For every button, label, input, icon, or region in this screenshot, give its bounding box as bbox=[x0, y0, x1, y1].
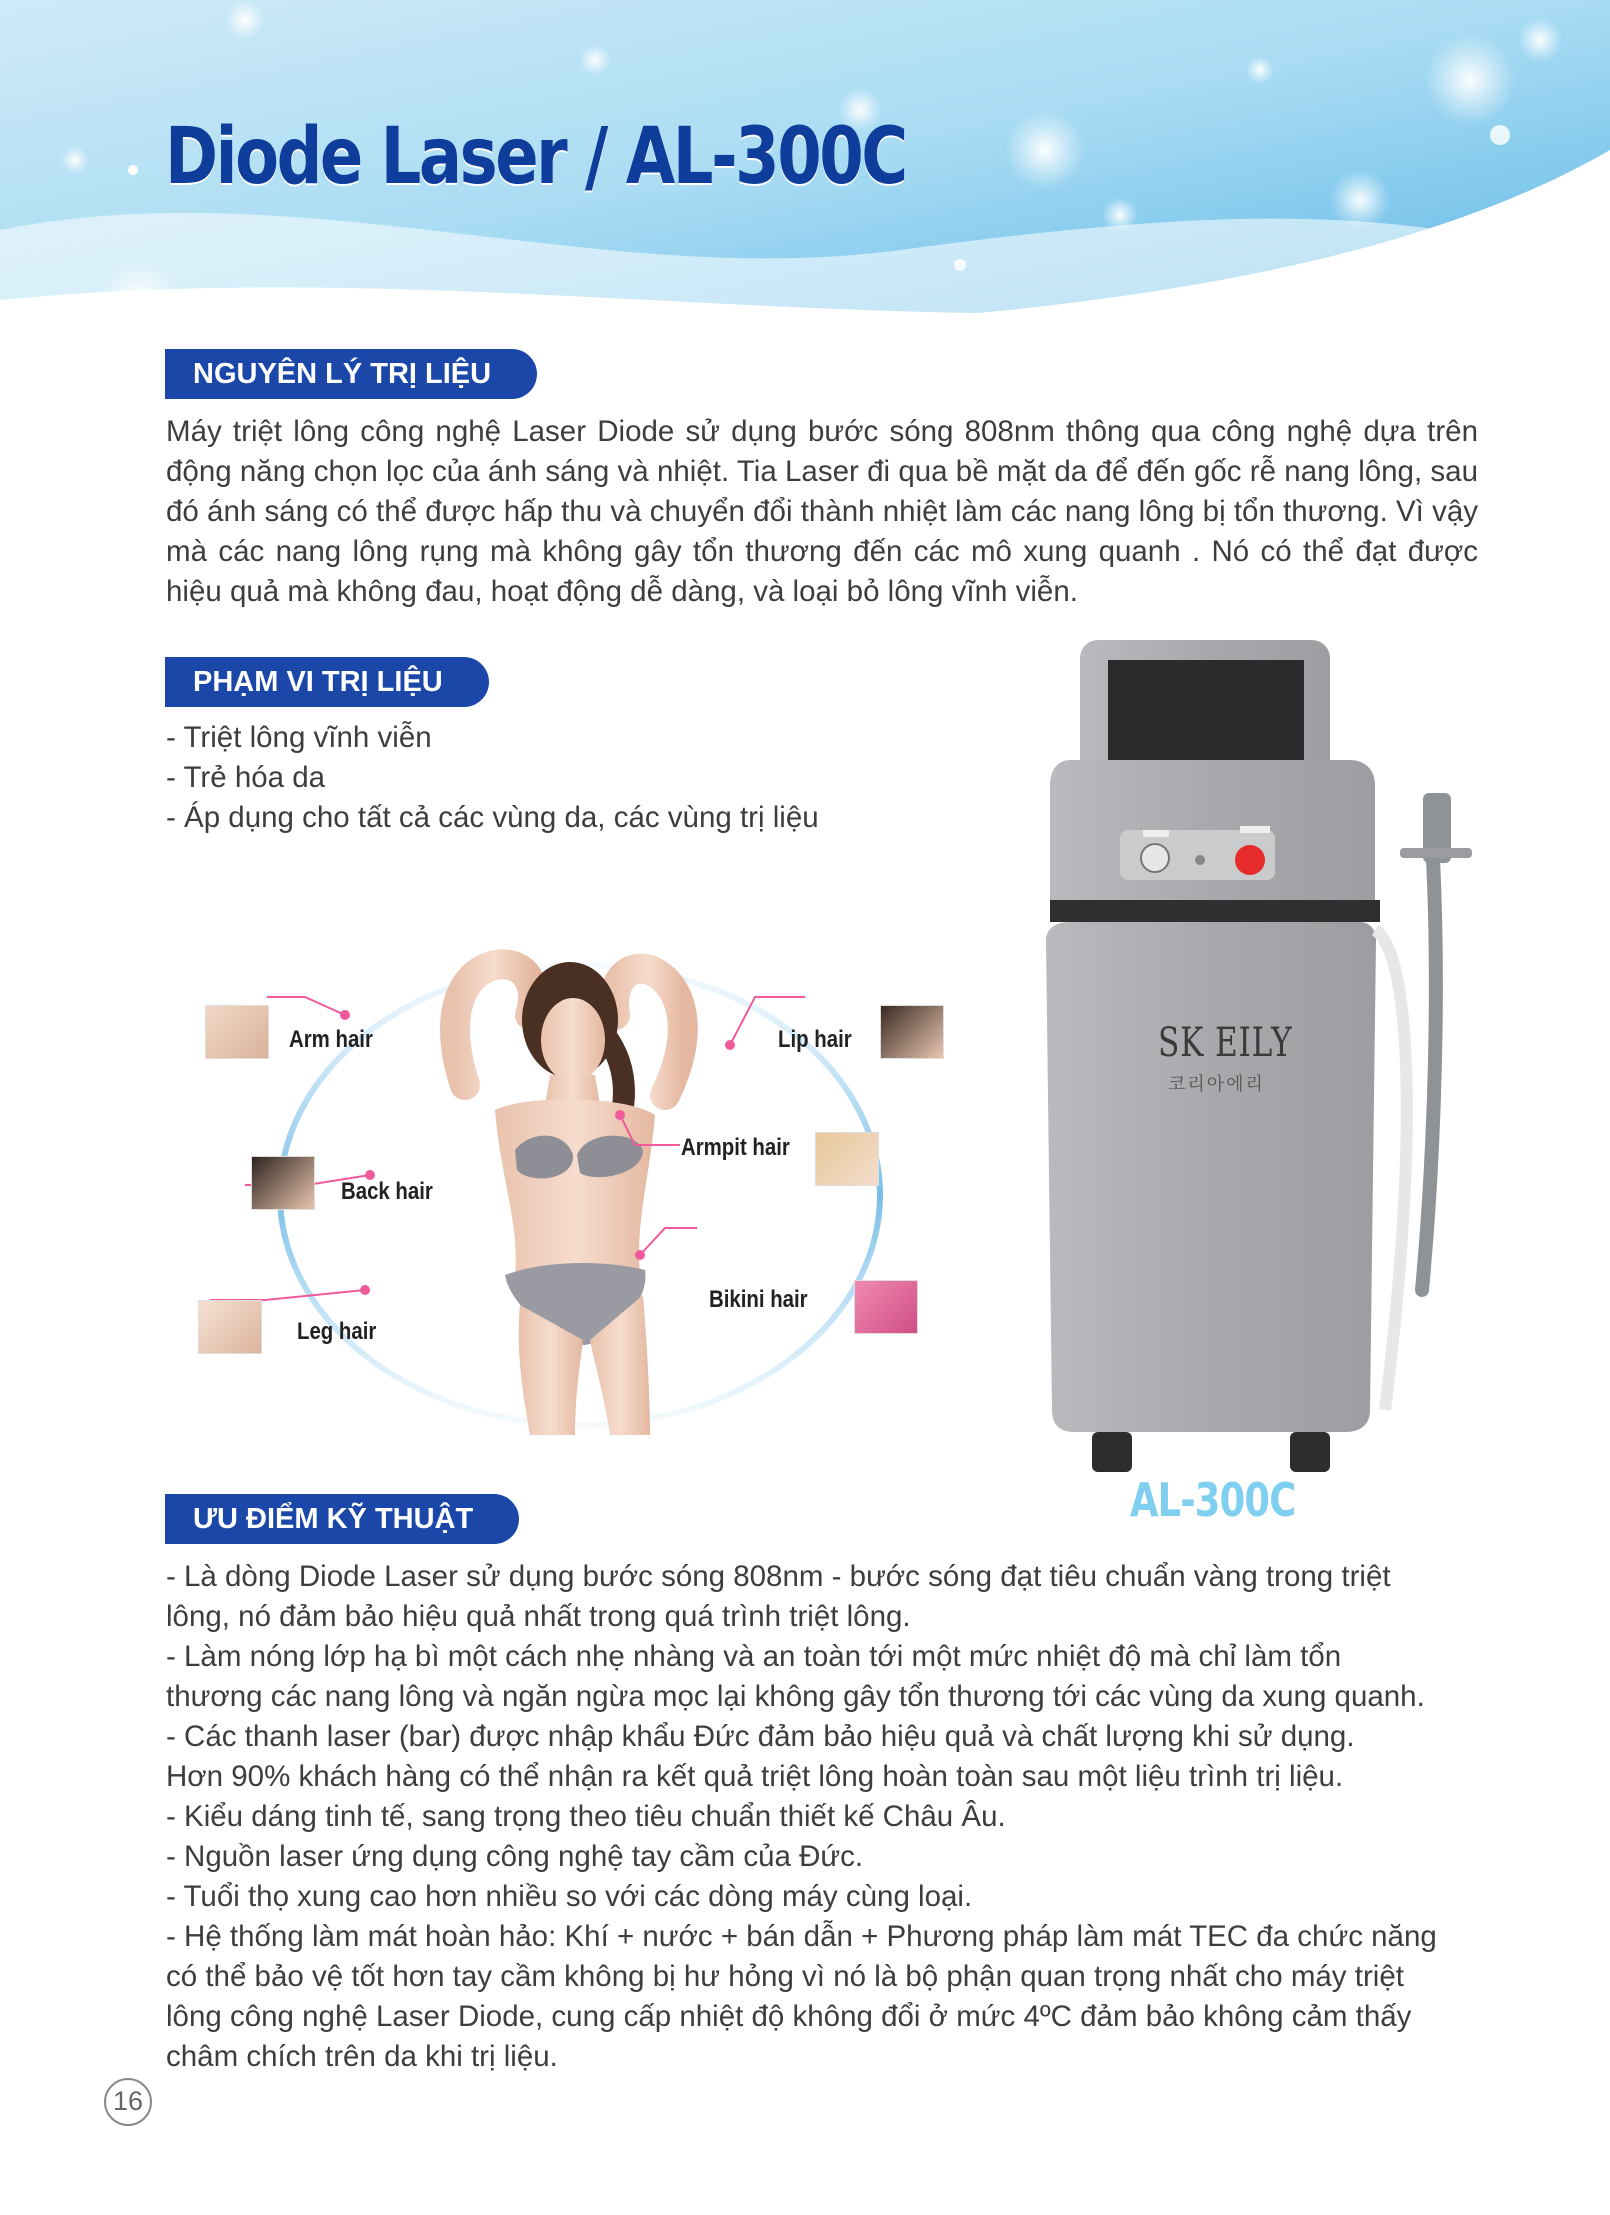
advantage-line: - Là dòng Diode Laser sử dụng bước sóng 808nm - bước sóng đạt tiêu chuẩn vàng trong triệt bbox=[166, 1560, 1391, 1593]
advantage-line: Hơn 90% khách hàng có thể nhận ra kết quả triệt lông hoàn toàn sau một liệu trình trị liệu. bbox=[166, 1760, 1344, 1793]
device-model-label: AL-300C bbox=[1130, 1473, 1296, 1527]
back-thumbnail bbox=[251, 1156, 315, 1210]
lip-thumbnail bbox=[880, 1005, 944, 1059]
scope-item: - Triệt lông vĩnh viễn bbox=[166, 721, 432, 754]
device-brand: SK EILY bbox=[1158, 1020, 1293, 1066]
advantage-line: - Nguồn laser ứng dụng công nghệ tay cầm của Đức. bbox=[166, 1840, 864, 1873]
section-heading-advantages: ƯU ĐIỂM KỸ THUẬT bbox=[165, 1494, 519, 1544]
principle-paragraph: Máy triệt lông công nghệ Laser Diode sử dụng bước sóng 808nm thông qua công nghệ dựa trên động năng chọn lọc của ánh sáng và nhiệt. Tia Laser đi qua bề mặt da để đến gốc rễ nang lông, sau đó ánh sáng có thể được hấp thu và chuyển đổi thành nhiệt làm các nang lông bị tổn thương. Vì vậy mà các nang lông rụng mà không gây tổn thương đến các mô xung quanh . Nó có thể đạt được hiệu quả mà không đau, hoạt động dễ dàng, và loại bỏ lông vĩnh viễn. bbox=[166, 415, 1478, 608]
section-heading-principle: NGUYÊN LÝ TRỊ LIỆU bbox=[165, 349, 537, 399]
bikini-thumbnail bbox=[854, 1280, 918, 1334]
advantage-line: châm chích trên da khi trị liệu. bbox=[166, 2040, 558, 2073]
advantage-line: - Hệ thống làm mát hoàn hảo: Khí + nước + bán dẫn + Phương pháp làm mát TEC đa chức năng bbox=[166, 1920, 1437, 1953]
advantage-line: - Tuổi thọ xung cao hơn nhiều so với các dòng máy cùng loại. bbox=[166, 1880, 973, 1913]
scope-item: - Áp dụng cho tất cả các vùng da, các vùng trị liệu bbox=[166, 801, 819, 834]
laser-device-image bbox=[1040, 630, 1480, 1485]
label-leg-hair: Leg hair bbox=[297, 1318, 377, 1345]
page-title: Diode Laser / AL-300C bbox=[165, 112, 906, 202]
page-number: 16 bbox=[104, 2078, 152, 2126]
header-banner bbox=[0, 0, 1610, 320]
label-back-hair: Back hair bbox=[341, 1178, 433, 1205]
label-armpit-hair: Armpit hair bbox=[681, 1134, 790, 1161]
label-bikini-hair: Bikini hair bbox=[709, 1286, 808, 1313]
label-lip-hair: Lip hair bbox=[778, 1026, 852, 1053]
device-brand-sub: 코리아에리 bbox=[1168, 1074, 1265, 1095]
section-heading-scope: PHẠM VI TRỊ LIỆU bbox=[165, 657, 489, 707]
advantage-line: lông công nghệ Laser Diode, cung cấp nhiệt độ không đổi ở mức 4ºC đảm bảo không cảm thấy bbox=[166, 2000, 1412, 2033]
arm-thumbnail bbox=[205, 1005, 269, 1059]
advantage-line: có thể bảo vệ tốt hơn tay cầm không bị hư hỏng vì nó là bộ phận quan trọng nhất cho máy triệt bbox=[166, 1960, 1404, 1993]
advantage-line: lông, nó đảm bảo hiệu quả nhất trong quá trình triệt lông. bbox=[166, 1600, 911, 1633]
advantage-line: thương các nang lông và ngăn ngừa mọc lại không gây tổn thương tới các vùng da xung quanh. bbox=[166, 1680, 1425, 1713]
label-arm-hair: Arm hair bbox=[289, 1026, 373, 1053]
armpit-thumbnail bbox=[815, 1132, 879, 1186]
advantage-line: - Làm nóng lớp hạ bì một cách nhẹ nhàng và an toàn tới một mức nhiệt độ mà chỉ làm tổn bbox=[166, 1640, 1342, 1673]
scope-item: - Trẻ hóa da bbox=[166, 761, 326, 794]
leg-thumbnail bbox=[198, 1300, 262, 1354]
advantage-line: - Kiểu dáng tinh tế, sang trọng theo tiêu chuẩn thiết kế Châu Âu. bbox=[166, 1800, 1006, 1833]
advantage-line: - Các thanh laser (bar) được nhập khẩu Đức đảm bảo hiệu quả và chất lượng khi sử dụng. bbox=[166, 1720, 1355, 1753]
advantages-list bbox=[166, 1557, 1476, 2077]
